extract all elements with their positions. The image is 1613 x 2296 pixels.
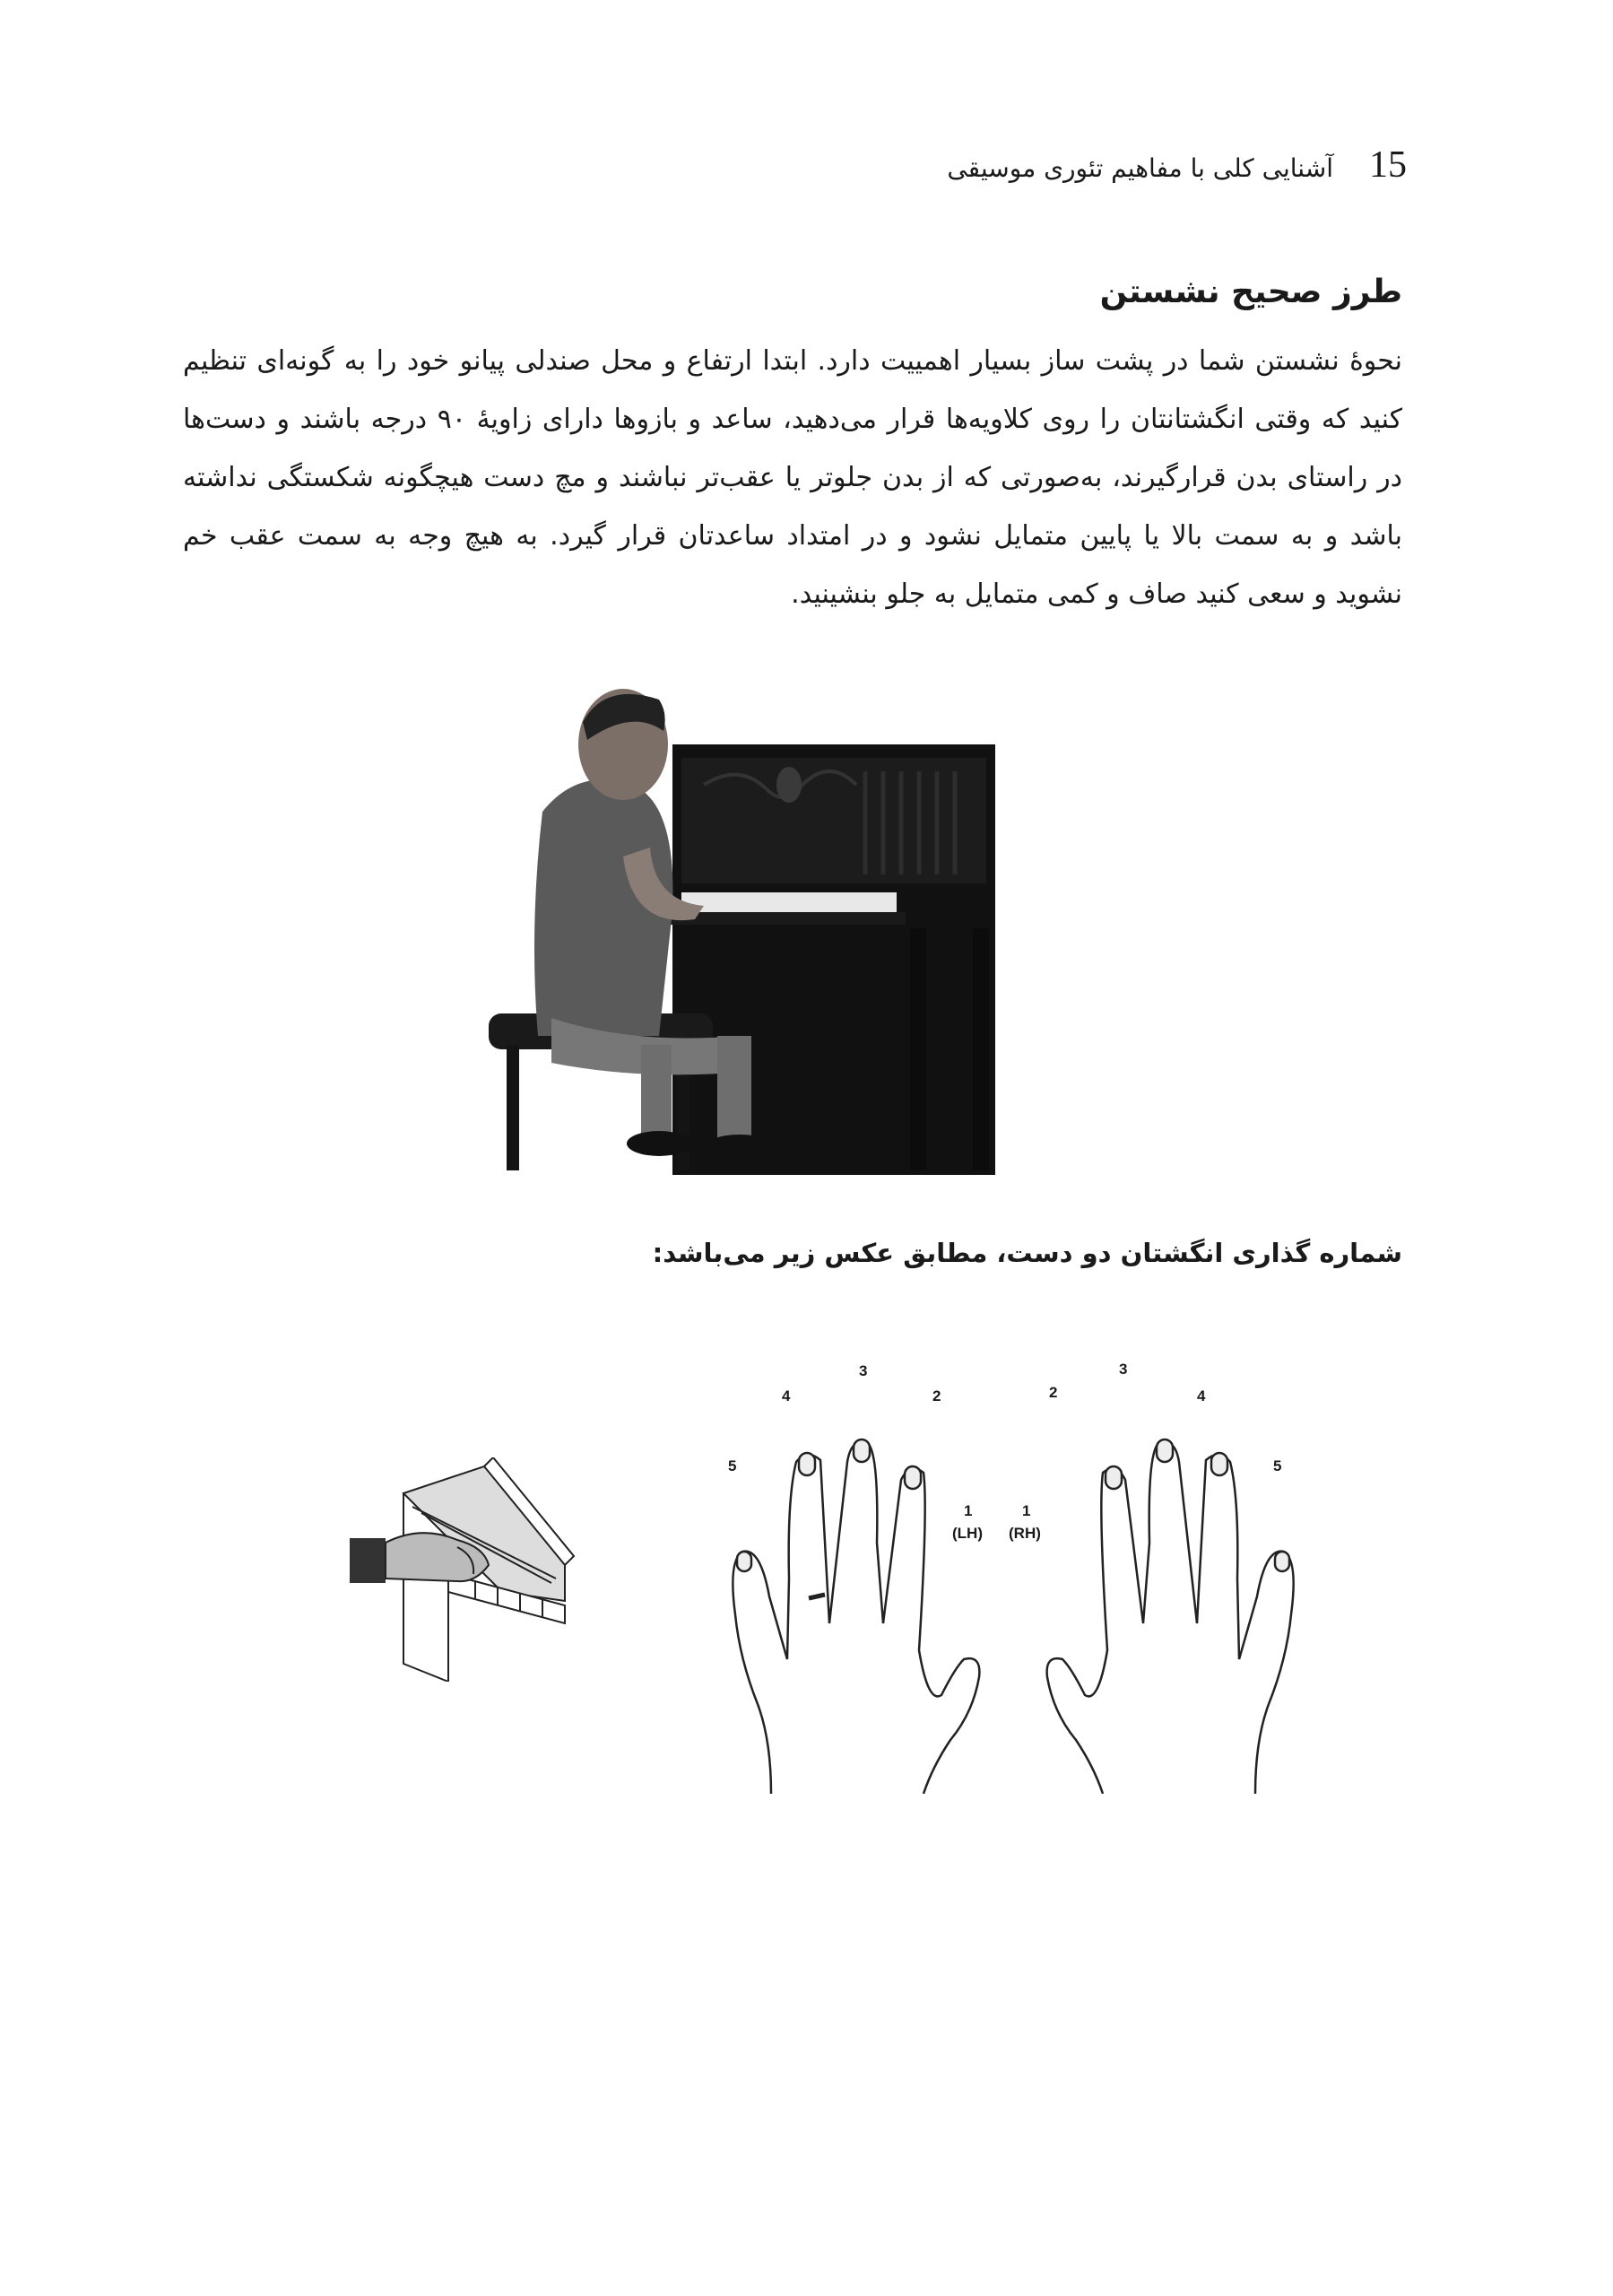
rh-label: (RH) bbox=[1009, 1525, 1041, 1542]
fingering-caption: شماره گذاری انگشتان دو دست، مطابق عکس زیر می‌باشد: bbox=[652, 1238, 1402, 1268]
left-hand-outline bbox=[733, 1439, 979, 1794]
page-number: 15 bbox=[1369, 144, 1407, 186]
rh-finger-2-label: 2 bbox=[1049, 1384, 1058, 1401]
lh-finger-5-label: 5 bbox=[728, 1457, 737, 1474]
right-hand-outline bbox=[1047, 1439, 1294, 1794]
rh-finger-3-label: 3 bbox=[1119, 1363, 1128, 1378]
hands-fingering-diagram bbox=[717, 1363, 1309, 1794]
rh-finger-4-label: 4 bbox=[1197, 1387, 1206, 1405]
rh-finger-5-label: 5 bbox=[1273, 1457, 1282, 1474]
lh-finger-2-label: 2 bbox=[932, 1387, 941, 1405]
piano-player-photo bbox=[489, 659, 1045, 1179]
running-title: آشنایی کلی با مفاهیم تئوری موسیقی bbox=[947, 153, 1333, 183]
hand-on-keys-sketch bbox=[350, 1457, 592, 1682]
lh-finger-4-label: 4 bbox=[782, 1387, 791, 1405]
lh-label: (LH) bbox=[952, 1525, 983, 1542]
lh-finger-1-label: 1 bbox=[964, 1502, 973, 1519]
lh-finger-3-label: 3 bbox=[859, 1363, 868, 1379]
body-paragraph: نحوهٔ نشستن شما در پشت ساز بسیار اهمییت دارد. ابتدا ارتفاع و محل صندلی پیانو خود را به گونه‌ای تنظیم کنید که وقتی انگشتانتان را روی کلاویه‌ها قرار می‌دهید، ساعد و بازوها دارای زاویهٔ ۹۰ درجه باشند و دست‌ها در راستای بدن قرارگیرند، به‌صورتی که از بدن جلوتر یا عقب‌تر نباشند و مچ دست هیچگونه شکستگی نداشته باشد و به سمت بالا یا پایین متمایل نشود و در امتداد ساعدتان قرار گیرد. به هیچ وجه به سمت عقب خم نشوید و سعی کنید صاف و کمی متمایل به جلو بنشینید. bbox=[183, 345, 1402, 610]
running-head bbox=[331, 144, 1407, 187]
rh-finger-1-label: 1 bbox=[1022, 1502, 1031, 1519]
section-title: طرز صحیح نشستن bbox=[1099, 274, 1402, 310]
